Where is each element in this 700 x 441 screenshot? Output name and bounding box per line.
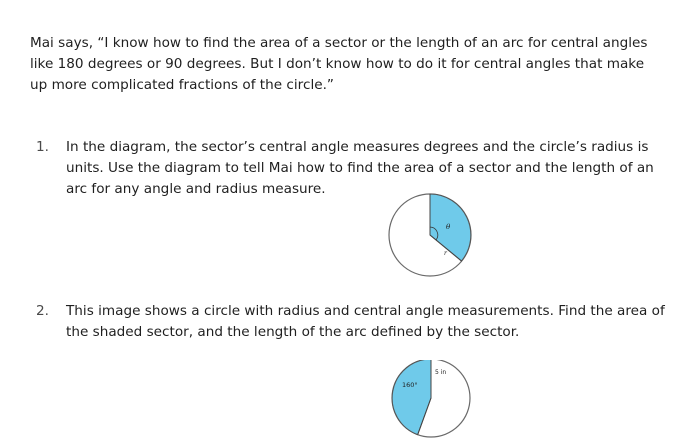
radius-label: r [444, 250, 447, 257]
angle-label: θ [446, 223, 451, 231]
radius-label: 5 in [435, 369, 447, 376]
sector-diagram-1 [382, 191, 482, 281]
sector-diagram-2 [385, 360, 485, 438]
question-text: This image shows a circle with radius and central angle measurements. Find the area of the shaded sector, and the length of the arc defined by the sector. [66, 303, 665, 340]
question-number: 1. [36, 139, 49, 155]
intro-paragraph: Mai says, “I know how to find the area of a sector or the length of an arc for central angles like 180 degrees or 90 degrees. But I don’t know how to do it for central angles that make up more complicated fractions of the circle.” [30, 35, 648, 93]
angle-label: 160° [402, 381, 418, 389]
question-number: 2. [36, 303, 49, 319]
question-text: In the diagram, the sector’s central angle measures degrees and the circle’s radius is units. Use the diagram to tell Mai how to find the area of a sector and the length of an arc for any angle and radius measure. [66, 139, 654, 197]
